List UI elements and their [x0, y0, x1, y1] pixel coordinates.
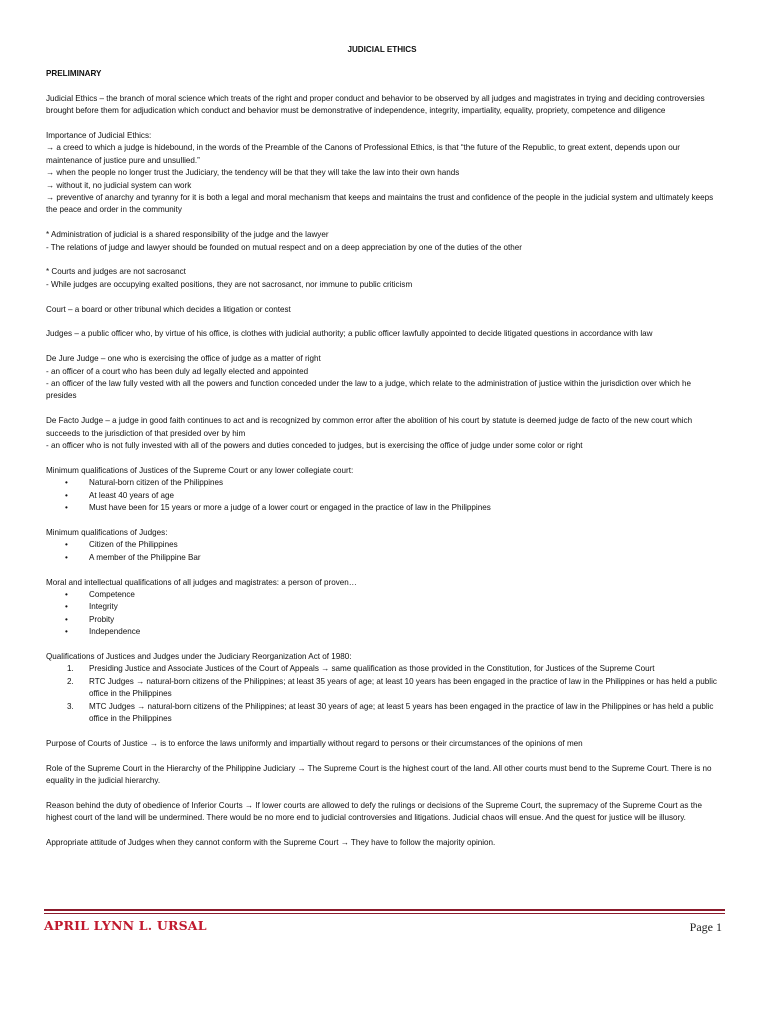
de-jure-line: - an officer of the law fully vested with all the powers and function conceded under the law to a judge, which relate to the administration of justice within the jurisdiction over which he presides: [46, 379, 692, 401]
importance-item: → preventive of anarchy and tyranny for it is both a legal and moral mechanism that keeps and maintains the trust and confidence of the people in the judicial system and ultimately keeps the peace and order in the community: [46, 193, 714, 215]
footer-rule-thin: [44, 913, 725, 914]
role-paragraph: Role of the Supreme Court in the Hierarchy of the Philippine Judiciary → The Supreme Court is the highest court of the land. All other courts must bend to the Supreme Court. There is no equality in the judicial hierarchy.: [46, 763, 712, 785]
sacrosanct-line: * Courts and judges are not sacrosanct: [46, 267, 186, 277]
sacrosanct-section: [46, 266, 718, 291]
footer-page-number: Page 1: [689, 920, 722, 934]
min-qualifications-judges-heading: Minimum qualifications of Judges:: [46, 527, 168, 537]
definition-paragraph: Judicial Ethics – the branch of moral science which treats of the right and proper conduct and behavior to be observed by all judges and magistrates in trying and deciding controversies brought before them for adjudication which conduct and behavior must be demonstrative of independence, integrity, impartiality, equality, propriety, competence and diligence: [46, 93, 705, 116]
de-jure-line: De Jure Judge – one who is exercising the office of judge as a matter of right: [46, 354, 321, 364]
de-facto-line: - an officer who is not fully invested with all of the powers and duties conceded to judges, but is exercising the office of judge under some color or right: [46, 441, 583, 451]
administration-section: [46, 229, 718, 254]
reorganization-act-heading: Qualifications of Justices and Judges under the Judiciary Reorganization Act of 1980:: [46, 651, 352, 661]
importance-item: → when the people no longer trust the Judiciary, the tendency will be that they will take the law into their own hands: [46, 168, 460, 178]
list-number: 1.: [67, 664, 74, 674]
moral-qualifications-list: [46, 589, 718, 639]
min-qualifications-sc-heading: Minimum qualifications of Justices of the Supreme Court or any lower collegiate court:: [46, 465, 354, 475]
footer-rule-thick: [44, 909, 725, 911]
importance-item: → a creed to which a judge is hidebound, in the words of the Preamble of the Canons of Professional Ethics, is that “the future of the Republic, to great extent, depends upon our maintenance of justice pure and unsullied.”: [46, 143, 680, 165]
min-qualifications-judges-section: [46, 527, 718, 564]
list-item: 1. Presiding Justice and Associate Justices of the Court of Appeals → same qualification as those provided in the Constitution, for Justices of the Supreme Court: [46, 663, 718, 675]
min-qualifications-sc-list: [46, 477, 718, 514]
de-facto-line: De Facto Judge – a judge in good faith continues to act and is recognized by common error after the abolition of his court by statute is deemed judge de facto of the new court which succeeds to the jurisdiction of that presided over by him: [46, 416, 693, 438]
document-title: JUDICIAL ETHICS: [347, 45, 417, 54]
bullet-icon: •: [65, 503, 68, 513]
judges-definition: Judges – a public officer who, by virtue of his office, is clothes with judicial authority; a public officer lawfully appointed to decide litigated questions in accordance with law: [46, 329, 653, 339]
de-jure-line: - an officer of a court who has been duly ad legally elected and appointed: [46, 366, 309, 376]
sacrosanct-line: - While judges are occupying exalted positions, they are not sacrosanct, nor immune to public criticism: [46, 279, 413, 289]
reorganization-act-section: [46, 651, 718, 725]
footer-author: APRIL LYNN L. URSAL: [44, 918, 207, 933]
list-item: • Competence: [46, 589, 718, 601]
reason-paragraph: Reason behind the duty of obedience of Inferior Courts → If lower courts are allowed to defy the rulings or decisions of the Supreme Court, the supremacy of the Supreme Court as the highest court of the land will be undermined. There would be no more end to judicial controversies and litigations. Judicial chaos will ensue. And the quest for justice will be illusory.: [46, 800, 702, 823]
list-item: • Natural-born citizen of the Philippines: [46, 477, 718, 489]
de-facto-section: [46, 415, 718, 452]
list-item: • A member of the Philippine Bar: [46, 552, 718, 564]
bullet-icon: •: [65, 614, 68, 624]
list-item: • Independence: [46, 626, 718, 638]
moral-qualifications-heading: Moral and intellectual qualifications of all judges and magistrates: a person of proven…: [46, 577, 357, 587]
importance-heading: Importance of Judicial Ethics:: [46, 131, 152, 141]
list-item: 3. MTC Judges → natural-born citizens of the Philippines; at least 30 years of age; at least 5 years has been engaged in the practice of law in the Philippines or has held a public office in the Philippines: [67, 701, 714, 723]
list-item: • Must have been for 15 years or more a judge of a lower court or engaged in the practice of law in the Philippines: [46, 502, 718, 514]
list-item: • Probity: [46, 614, 718, 626]
min-qualifications-sc-section: [46, 465, 718, 515]
court-definition: Court – a board or other tribunal which decides a litigation or contest: [46, 304, 291, 314]
administration-line: - The relations of judge and lawyer should be founded on mutual respect and on a deep appreciation by one of the duties of the other: [46, 242, 522, 252]
list-item: 2. RTC Judges → natural-born citizens of the Philippines; at least 35 years of age; at least 10 years has been engaged in the practice of law in the Philippines or has held a public office in the Philippines: [67, 676, 717, 699]
list-item: • Integrity: [46, 601, 718, 613]
bullet-icon: •: [65, 490, 68, 500]
list-number: 3.: [67, 701, 74, 711]
list-item: • At least 40 years of age: [46, 490, 718, 502]
de-jure-section: [46, 353, 718, 403]
bullet-icon: •: [65, 478, 68, 488]
bullet-icon: •: [65, 602, 68, 612]
importance-item: → without it, no judicial system can work: [46, 180, 192, 190]
reorganization-act-list: [46, 663, 718, 725]
document-body: [46, 44, 718, 862]
bullet-icon: •: [65, 552, 68, 562]
section-heading-preliminary: PRELIMINARY: [46, 69, 102, 79]
list-number: 2.: [67, 676, 74, 686]
min-qualifications-judges-list: [46, 539, 718, 564]
administration-line: * Administration of judicial is a shared responsibility of the judge and the lawyer: [46, 230, 329, 240]
attitude-paragraph: Appropriate attitude of Judges when they cannot conform with the Supreme Court → They have to follow the majority opinion.: [46, 837, 496, 847]
purpose-paragraph: Purpose of Courts of Justice → is to enforce the laws uniformly and impartially without regard to persons or their circumstances of the opinions of men: [46, 738, 583, 748]
importance-section: [46, 130, 718, 217]
bullet-icon: •: [65, 540, 68, 550]
bullet-icon: •: [65, 589, 68, 599]
list-item: • Citizen of the Philippines: [46, 539, 718, 551]
moral-qualifications-section: [46, 577, 718, 639]
bullet-icon: •: [65, 627, 68, 637]
